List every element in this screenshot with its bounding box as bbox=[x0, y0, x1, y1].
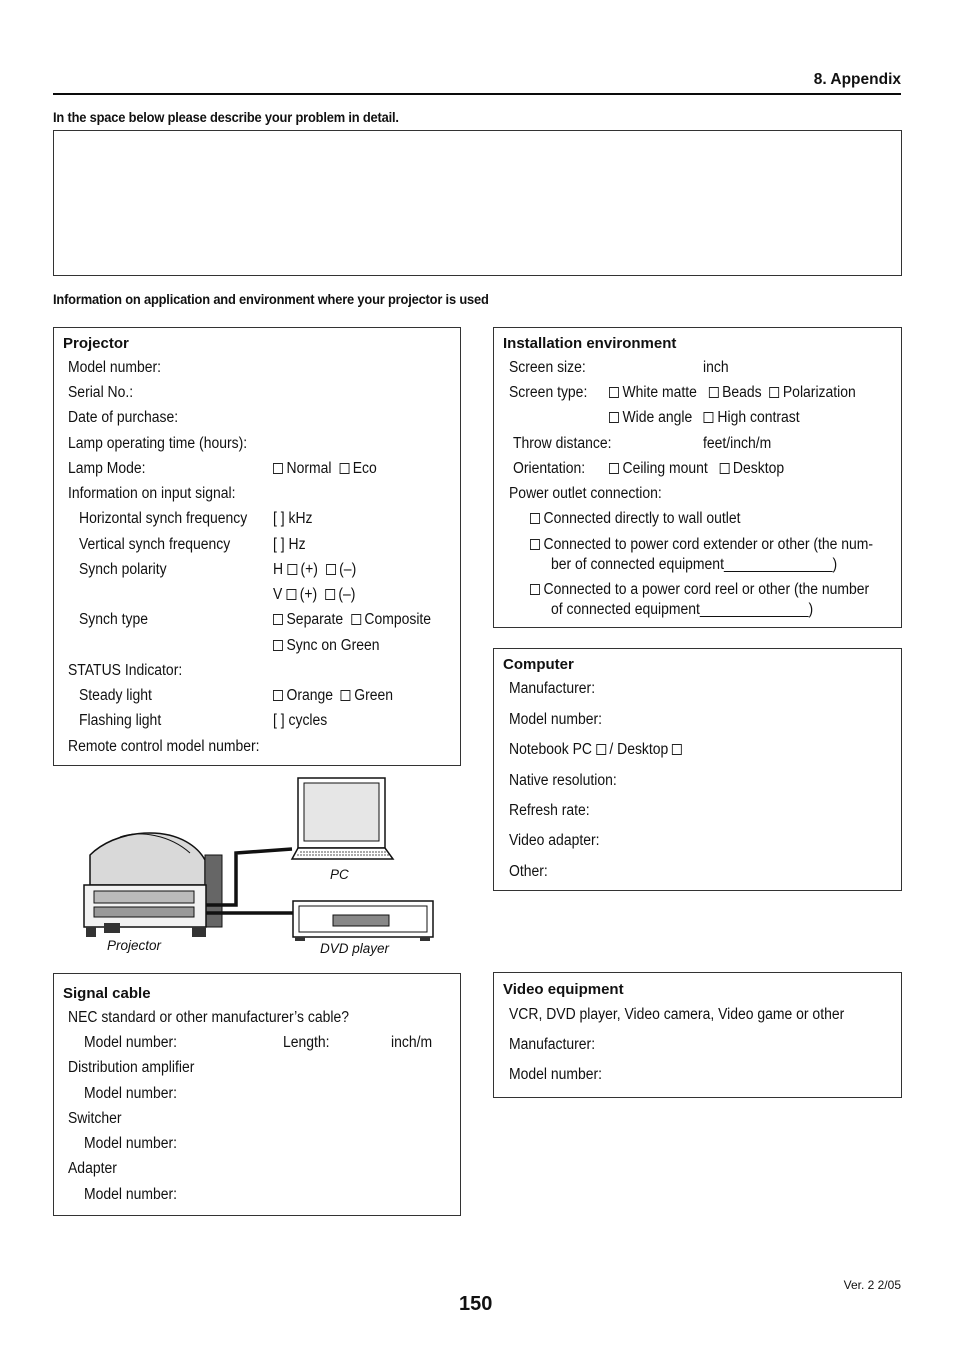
h-minus-checkbox[interactable] bbox=[326, 564, 336, 575]
green-label: Green bbox=[354, 687, 394, 704]
beads-label: Beads bbox=[722, 384, 762, 401]
ceiling-label: Ceiling mount bbox=[622, 460, 708, 477]
proj-serial-label: Serial No.: bbox=[68, 384, 134, 401]
video-types-label: VCR, DVD player, Video camera, Video game or other bbox=[509, 1006, 845, 1023]
remote-label: Remote control model number: bbox=[68, 738, 260, 755]
version-label: Ver. 2 2/05 bbox=[843, 1278, 901, 1292]
sync-green-option bbox=[273, 637, 380, 655]
distribution-label: Distribution amplifier bbox=[68, 1059, 195, 1076]
cycles-field[interactable]: [ ] cycles bbox=[273, 712, 328, 729]
wide-angle-label: Wide angle bbox=[622, 409, 693, 426]
cable-length-unit: inch/m bbox=[391, 1034, 433, 1051]
problem-textbox[interactable] bbox=[53, 130, 902, 276]
extender-label-2: ber of connected equipment______________) bbox=[551, 556, 838, 573]
high-contrast-checkbox[interactable] bbox=[704, 412, 714, 423]
lamp-mode-options bbox=[273, 460, 377, 478]
v-sync-label: Vertical synch frequency bbox=[79, 536, 231, 553]
projector-box bbox=[53, 327, 461, 766]
orientation-options bbox=[609, 460, 784, 478]
screen-size-unit: inch bbox=[703, 359, 729, 376]
high-contrast-label: High contrast bbox=[717, 409, 800, 426]
extender-label-1: Connected to power cord extender or other (the num- bbox=[543, 536, 874, 553]
wide-angle-checkbox[interactable] bbox=[609, 412, 619, 423]
video-adapter-label: Video adapter: bbox=[509, 832, 600, 849]
sync-type-options bbox=[273, 611, 431, 629]
header-rule bbox=[53, 93, 901, 95]
wall-option bbox=[530, 510, 740, 528]
projector-title: Projector bbox=[63, 335, 129, 352]
separate-checkbox[interactable] bbox=[273, 614, 283, 625]
throw-label: Throw distance: bbox=[513, 435, 612, 452]
v-minus-label: (–) bbox=[338, 586, 356, 603]
notebook-label: Notebook PC bbox=[509, 741, 592, 758]
comp-model-label: Model number: bbox=[509, 711, 603, 728]
green-checkbox[interactable] bbox=[341, 690, 351, 701]
proj-lamp-time-label: Lamp operating time (hours): bbox=[68, 435, 248, 452]
comp-manufacturer-label: Manufacturer: bbox=[509, 680, 596, 697]
proj-date-label: Date of purchase: bbox=[68, 409, 179, 426]
video-title: Video equipment bbox=[503, 981, 624, 998]
lamp-eco-checkbox[interactable] bbox=[339, 463, 349, 474]
sync-green-checkbox[interactable] bbox=[273, 640, 283, 651]
lamp-normal-checkbox[interactable] bbox=[273, 463, 283, 474]
adapter-label: Adapter bbox=[68, 1160, 117, 1177]
extender-option bbox=[530, 536, 873, 554]
h-plus-checkbox[interactable] bbox=[287, 564, 297, 575]
proj-lamp-mode-label: Lamp Mode: bbox=[68, 460, 146, 477]
steady-label: Steady light bbox=[79, 687, 152, 704]
installation-title: Installation environment bbox=[503, 335, 677, 352]
notebook-checkbox[interactable] bbox=[596, 744, 606, 755]
video-equipment-box bbox=[493, 972, 902, 1098]
h-sync-label: Horizontal synch frequency bbox=[79, 510, 248, 527]
signal-cable-box bbox=[53, 973, 461, 1216]
video-manufacturer-label: Manufacturer: bbox=[509, 1036, 596, 1053]
flashing-label: Flashing light bbox=[79, 712, 162, 729]
white-matte-checkbox[interactable] bbox=[609, 387, 619, 398]
screen-size-label: Screen size: bbox=[509, 359, 586, 376]
reel-option bbox=[530, 581, 869, 599]
sync-polarity-label: Synch polarity bbox=[79, 561, 167, 578]
sync-green-label: Sync on Green bbox=[286, 637, 380, 654]
orientation-label: Orientation: bbox=[513, 460, 586, 477]
composite-label: Composite bbox=[364, 611, 432, 628]
screen-type-options-1 bbox=[609, 384, 856, 402]
sync-type-label: Synch type bbox=[79, 611, 149, 628]
wall-checkbox[interactable] bbox=[530, 513, 540, 524]
reel-label-2: of connected equipment______________) bbox=[551, 601, 814, 618]
separate-label: Separate bbox=[286, 611, 344, 628]
installation-box bbox=[493, 327, 902, 628]
info-heading: Information on application and environment where your projector is used bbox=[53, 291, 489, 307]
desktop-label: Desktop bbox=[732, 460, 785, 477]
polarization-label: Polarization bbox=[782, 384, 856, 401]
proj-model-label: Model number: bbox=[68, 359, 162, 376]
v-minus-checkbox[interactable] bbox=[325, 589, 335, 600]
v-sync-field[interactable]: [ ] Hz bbox=[273, 536, 306, 553]
status-label: STATUS Indicator: bbox=[68, 662, 183, 679]
v-plus-checkbox[interactable] bbox=[286, 589, 296, 600]
switcher-model-label: Model number: bbox=[84, 1135, 178, 1152]
polarization-checkbox[interactable] bbox=[769, 387, 779, 398]
page-number: 150 bbox=[459, 1293, 493, 1315]
laptop-illustration bbox=[292, 778, 393, 859]
h-polarity-options bbox=[273, 561, 356, 579]
lamp-normal-label: Normal bbox=[286, 460, 332, 477]
h-sync-field[interactable]: [ ] kHz bbox=[273, 510, 313, 527]
refresh-label: Refresh rate: bbox=[509, 802, 590, 819]
cable-model-label: Model number: bbox=[84, 1034, 178, 1051]
nec-cable-label: NEC standard or other manufacturer’s cable? bbox=[68, 1009, 349, 1026]
v-label: V bbox=[273, 586, 283, 603]
comp-desktop-checkbox[interactable] bbox=[672, 744, 682, 755]
native-res-label: Native resolution: bbox=[509, 772, 617, 789]
throw-unit: feet/inch/m bbox=[703, 435, 772, 452]
notebook-desktop-options bbox=[509, 741, 686, 759]
wall-label: Connected directly to wall outlet bbox=[543, 510, 741, 527]
h-label: H bbox=[273, 561, 284, 578]
reel-checkbox[interactable] bbox=[530, 584, 540, 595]
pc-caption: PC bbox=[330, 867, 349, 882]
dvd-illustration bbox=[293, 901, 433, 941]
section-title: 8. Appendix bbox=[813, 71, 901, 88]
reel-label-1: Connected to a power cord reel or other (the number bbox=[543, 581, 870, 598]
adapter-model-label: Model number: bbox=[84, 1186, 178, 1203]
screen-type-label: Screen type: bbox=[509, 384, 588, 401]
composite-checkbox[interactable] bbox=[351, 614, 361, 625]
screen-type-options-2 bbox=[609, 409, 800, 427]
video-model-label: Model number: bbox=[509, 1066, 603, 1083]
v-polarity-options bbox=[273, 586, 355, 604]
projector-illustration bbox=[84, 833, 222, 937]
white-matte-label: White matte bbox=[622, 384, 697, 401]
v-plus-label: (+) bbox=[299, 586, 318, 603]
input-signal-label: Information on input signal: bbox=[68, 485, 236, 502]
lamp-eco-label: Eco bbox=[352, 460, 377, 477]
extender-checkbox[interactable] bbox=[530, 539, 540, 550]
h-minus-label: (–) bbox=[339, 561, 357, 578]
computer-title: Computer bbox=[503, 656, 574, 673]
projector-caption: Projector bbox=[107, 938, 162, 953]
distribution-model-label: Model number: bbox=[84, 1085, 178, 1102]
switcher-label: Switcher bbox=[68, 1110, 122, 1127]
beads-checkbox[interactable] bbox=[709, 387, 719, 398]
comp-desktop-label: / Desktop bbox=[609, 741, 669, 758]
desktop-checkbox[interactable] bbox=[719, 463, 729, 474]
orange-checkbox[interactable] bbox=[273, 690, 283, 701]
power-label: Power outlet connection: bbox=[509, 485, 662, 502]
ceiling-checkbox[interactable] bbox=[609, 463, 619, 474]
dvd-caption: DVD player bbox=[320, 941, 390, 956]
comp-other-label: Other: bbox=[509, 863, 548, 880]
steady-options bbox=[273, 687, 393, 705]
orange-label: Orange bbox=[286, 687, 334, 704]
computer-box bbox=[493, 648, 902, 891]
problem-heading: In the space below please describe your problem in detail. bbox=[53, 109, 399, 125]
h-plus-label: (+) bbox=[300, 561, 318, 578]
signal-title: Signal cable bbox=[63, 985, 151, 1002]
cable-length-label: Length: bbox=[283, 1034, 330, 1051]
connection-diagram bbox=[80, 775, 440, 960]
